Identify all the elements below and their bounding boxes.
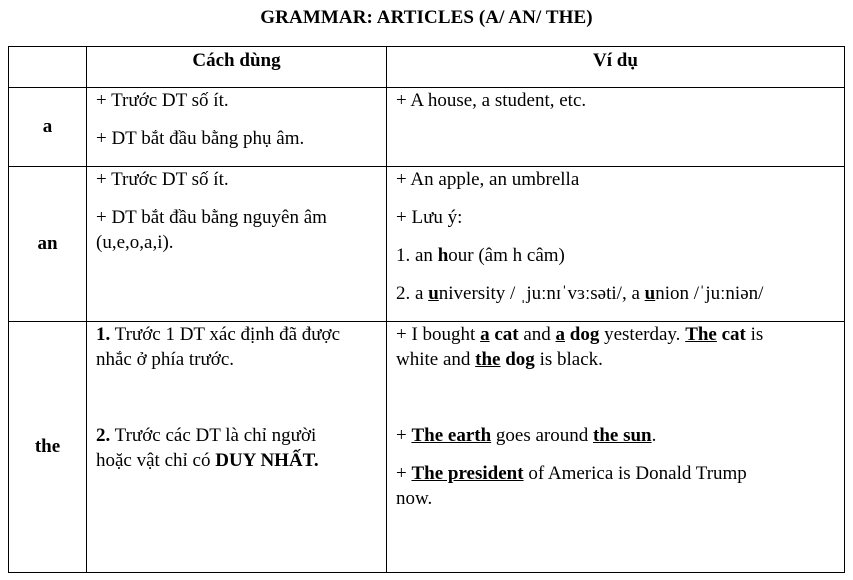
unique-emphasis: DUY NHẤT.: [215, 450, 319, 471]
example-an-line-2: + Lưu ý:: [396, 207, 463, 228]
silent-h-letter: h: [437, 245, 449, 266]
example-the-line-3: + The earth goes around the sun.: [396, 425, 657, 446]
example-an-line-1: + An apple, an umbrella: [396, 169, 580, 190]
example-the-line-2: white and the dog is black.: [396, 349, 603, 370]
header-blank: [9, 47, 87, 88]
u-letter-union: u: [644, 283, 656, 304]
usage-the-line-1: 1. Trước 1 DT xác định đã được: [96, 324, 341, 345]
u-letter-university: u: [428, 283, 439, 304]
example-the-line-4: + The president of America is Donald Trump: [396, 463, 747, 484]
header-row: [9, 47, 845, 88]
articles-table: [8, 46, 845, 573]
example-an-line-4: 2. a university / ˌjuːnɪˈvɜːsəti/, a union /ˈjuːniən/: [396, 283, 764, 304]
usage-an: [87, 167, 387, 322]
usage-the-line-4: hoặc vật chỉ có DUY NHẤT.: [96, 450, 319, 471]
row-the: [9, 322, 845, 573]
usage-a: [87, 88, 387, 167]
usage-an-line-1: + Trước DT số ít.: [96, 169, 229, 190]
header-usage: Cách dùng: [87, 47, 387, 88]
usage-the-line-2: nhắc ở phía trước.: [96, 349, 235, 370]
usage-an-line-3: (u,e,o,a,i).: [96, 232, 174, 253]
usage-a-line-1: + Trước DT số ít.: [96, 90, 229, 111]
label-an: an: [9, 167, 87, 322]
header-example: Ví dụ: [387, 47, 845, 88]
label-the: the: [9, 322, 87, 573]
usage-a-line-2: + DT bắt đầu bằng phụ âm.: [96, 128, 305, 149]
row-a: [9, 88, 845, 167]
example-the: [387, 322, 845, 573]
usage-an-line-2: + DT bắt đầu bằng nguyên âm: [96, 207, 327, 228]
example-a: [387, 88, 845, 167]
usage-the: [87, 322, 387, 573]
usage-the-line-3: 2. Trước các DT là chỉ người: [96, 425, 317, 446]
label-a: a: [9, 88, 87, 167]
example-an-line-3: 1. an hour (âm h câm): [396, 245, 565, 266]
page-title: GRAMMAR: ARTICLES (A/ AN/ THE): [260, 7, 593, 28]
row-an: [9, 167, 845, 322]
example-an: [387, 167, 845, 322]
example-the-line-5: now.: [396, 488, 433, 509]
example-the-line-1: + I bought a cat and a dog yesterday. The cat is: [396, 324, 764, 345]
example-a-line-1: + A house, a student, etc.: [396, 90, 587, 111]
